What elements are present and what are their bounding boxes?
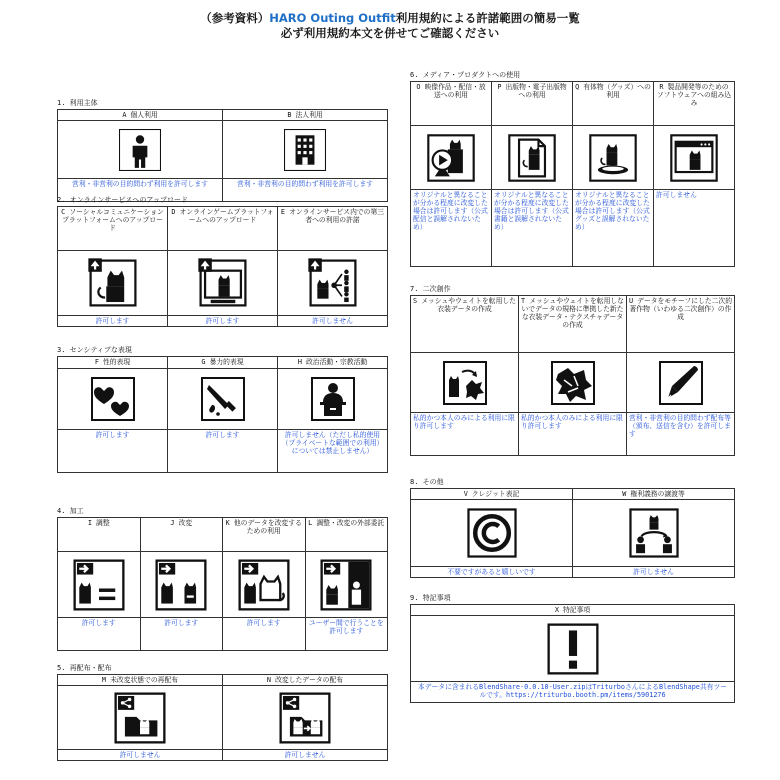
- cell-heading: C ソーシャルコミュニケーションプラットフォームへのアップロード: [58, 207, 167, 251]
- title-line-2: 必ず利用規約本文を併せてご確認ください: [280, 26, 500, 40]
- section-derivative-works: [410, 284, 735, 456]
- cell-status: 私的かつ本人のみによる利用に限り許可します: [413, 414, 515, 430]
- permission-cell: [492, 82, 573, 267]
- section-label: 1. 利用主体: [57, 99, 98, 107]
- share-third-party-icon: [278, 251, 387, 316]
- cell-status: 不要ですがあると嬉しいです: [447, 568, 536, 576]
- cell-heading: S メッシュやウェイトを転用した衣装データの作成: [411, 296, 518, 353]
- cell-status: オリジナルと異なることが分かる程度に改変した場合は許可します（公式グッズと誤解されないため）: [575, 191, 650, 231]
- cell-status: 許可します: [205, 317, 240, 325]
- permission-grid: [410, 295, 735, 456]
- cell-heading: K 他のデータを改変するための利用: [223, 518, 305, 552]
- cell-status: 許可しません（ただし私的使用（プライベートな範囲での利用）については禁止しません）: [281, 431, 384, 455]
- cell-heading: H 政治活動・宗教活動: [278, 357, 387, 369]
- redistribute-icon: [58, 686, 222, 750]
- cell-heading: L 調整・改変の外部委託: [306, 518, 388, 552]
- section-usage-subject: [57, 98, 388, 202]
- mesh-transfer-icon: [411, 353, 518, 413]
- cell-status: 許可しません: [312, 317, 353, 325]
- pen-icon: [627, 353, 734, 413]
- cell-heading: E オンラインサービス内での第三者への利用の許諾: [278, 207, 387, 251]
- cell-heading: B 法人利用: [223, 110, 387, 121]
- cell-heading: G 暴力的表現: [168, 357, 277, 369]
- permission-grid: [57, 517, 388, 651]
- cell-status: ユーザー間で行うことを許可します: [308, 619, 384, 635]
- software-icon: [654, 126, 734, 190]
- section-label: 9. 特記事項: [410, 594, 451, 602]
- cell-heading: X 特記事項: [411, 605, 734, 616]
- cell-heading: P 出版物・電子出版物への利用: [492, 82, 572, 126]
- section-processing: [57, 506, 388, 651]
- permission-cell: [223, 110, 388, 202]
- permission-cell: [411, 296, 519, 456]
- section-media-products: [410, 70, 735, 267]
- cell-heading: D オンラインゲームプラットフォームへのアップロード: [168, 207, 277, 251]
- cell-status: 営利・非営利の目的問わず利用を許可します: [72, 180, 208, 188]
- cell-heading: W 権利義務の譲渡等: [573, 489, 734, 500]
- title-brand: HARO Outing Outfit: [269, 11, 396, 25]
- title-suffix: 利用規約による許諾範囲の簡易一覧: [395, 11, 580, 25]
- adjust-icon: [58, 552, 140, 618]
- title-line-1: [0, 11, 780, 26]
- permission-cell: [278, 357, 388, 473]
- use-other-data-icon: [223, 552, 305, 618]
- cell-status: 営利・非営利の目的問わず配布等（頒布、送信を含む）を許可します: [629, 414, 731, 438]
- cell-status: 許可します: [246, 619, 281, 627]
- permission-cell: [58, 518, 141, 651]
- transfer-rights-icon: [573, 500, 734, 567]
- distribute-modified-icon: [223, 686, 387, 750]
- knife-icon: [168, 369, 277, 430]
- permission-cell: [223, 518, 306, 651]
- video-icon: [411, 126, 491, 190]
- copyright-icon: [411, 500, 572, 567]
- permission-cell: [168, 357, 278, 473]
- cell-heading: Q 有体物（グッズ）への利用: [573, 82, 653, 126]
- cell-heading: F 性的表現: [58, 357, 167, 369]
- cell-status: 許可しません: [119, 751, 161, 759]
- section-special-notes: [410, 593, 735, 703]
- permission-cell: [573, 489, 735, 578]
- permission-cell: [627, 296, 735, 456]
- permission-grid: [57, 674, 388, 761]
- cell-status: オリジナルと異なることが分かる程度に改変した場合は許可します（公式配信と誤解されないため）: [413, 191, 488, 231]
- permission-cell: [573, 82, 654, 267]
- page-title: [0, 11, 780, 41]
- permission-cell: [58, 357, 168, 473]
- permission-cell: [223, 675, 388, 761]
- cell-status: 許可します: [95, 317, 130, 325]
- permission-grid: [410, 604, 735, 703]
- exclamation-icon: [411, 616, 734, 682]
- section-label: 2. オンラインサービスへのアップロード: [57, 196, 188, 204]
- cell-status: 私的かつ本人のみによる利用に限り許可します: [521, 414, 623, 430]
- cell-status: 許可します: [95, 431, 130, 439]
- permission-cell: [411, 489, 573, 578]
- permission-cell: [58, 675, 223, 761]
- cell-heading: J 改変: [141, 518, 223, 552]
- cell-heading: I 調整: [58, 518, 140, 552]
- permission-cell: [278, 207, 388, 327]
- cell-status: 許可します: [205, 431, 240, 439]
- cell-heading: R 製品開発等のためのソフトウェアへの組み込み: [654, 82, 734, 126]
- section-label: 6. メディア・プロダクトへの使用: [410, 71, 521, 79]
- section-label: 3. センシティブな表現: [57, 346, 132, 354]
- section-label: 7. 二次創作: [410, 285, 451, 293]
- person-icon: [58, 121, 222, 179]
- cell-status: オリジナルと異なることが分かる程度に改変した場合は許可します（公式書籍と誤解されないため）: [494, 191, 569, 231]
- permission-cell: [306, 518, 389, 651]
- outsourcing-icon: [306, 552, 388, 618]
- section-redistribution: [57, 663, 388, 761]
- section-label: 8. その他: [410, 478, 444, 486]
- cell-status: 許可しません: [656, 191, 697, 199]
- cell-status: 本データに含まれるBlendShare-0.0.10-User.zipはTriturboさんによるBlendShape共有ツールです。https://triturbo.booth.pm/items/5901276: [417, 683, 728, 699]
- permission-cell: [519, 296, 627, 456]
- permission-cell: [411, 605, 735, 703]
- permission-cell: [141, 518, 224, 651]
- cell-status: 営利・非営利の目的問わず利用を許可します: [237, 180, 373, 188]
- permission-cell: [168, 207, 278, 327]
- permission-grid: [410, 488, 735, 578]
- cell-heading: M 未改変状態での再配布: [58, 675, 222, 686]
- podium-icon: [278, 369, 387, 430]
- section-label: 5. 再配布・配布: [57, 664, 112, 672]
- cell-heading: T メッシュやウェイトを転用しないでデータの規格に準拠した新たな衣装データ・テクスチャデータの作成: [519, 296, 626, 353]
- permission-cell: [58, 207, 168, 327]
- permission-grid: [57, 356, 388, 473]
- cell-heading: U データをモチーフにした二次的著作物（いわゆる二次創作）の作成: [627, 296, 734, 353]
- permission-grid: [57, 109, 388, 202]
- cell-status: 許可しません: [284, 751, 326, 759]
- permission-cell: [654, 82, 735, 267]
- cell-heading: A 個人利用: [58, 110, 222, 121]
- hearts-icon: [58, 369, 167, 430]
- section-online-upload: [57, 195, 388, 327]
- cell-heading: O 映像作品・配信・放送への利用: [411, 82, 491, 126]
- building-icon: [223, 121, 387, 179]
- cell-heading: V クレジット表記: [411, 489, 572, 500]
- section-other: [410, 477, 735, 578]
- merchandise-icon: [573, 126, 653, 190]
- upload-avatar-icon: [58, 251, 167, 316]
- cell-status: 許可しません: [633, 568, 674, 576]
- cell-heading: N 改変したデータの配布: [223, 675, 387, 686]
- upload-game-icon: [168, 251, 277, 316]
- cell-status: 許可します: [81, 619, 116, 627]
- title-prefix: （参考資料）: [200, 11, 270, 25]
- permission-cell: [58, 110, 223, 202]
- permission-grid: [410, 81, 735, 267]
- publication-icon: [492, 126, 572, 190]
- permission-grid: [57, 206, 388, 327]
- section-label: 4. 加工: [57, 507, 84, 515]
- fabric-icon: [519, 353, 626, 413]
- cell-status: 許可します: [164, 619, 199, 627]
- modify-icon: [141, 552, 223, 618]
- permission-cell: [411, 82, 492, 267]
- section-sensitive-expression: [57, 345, 388, 473]
